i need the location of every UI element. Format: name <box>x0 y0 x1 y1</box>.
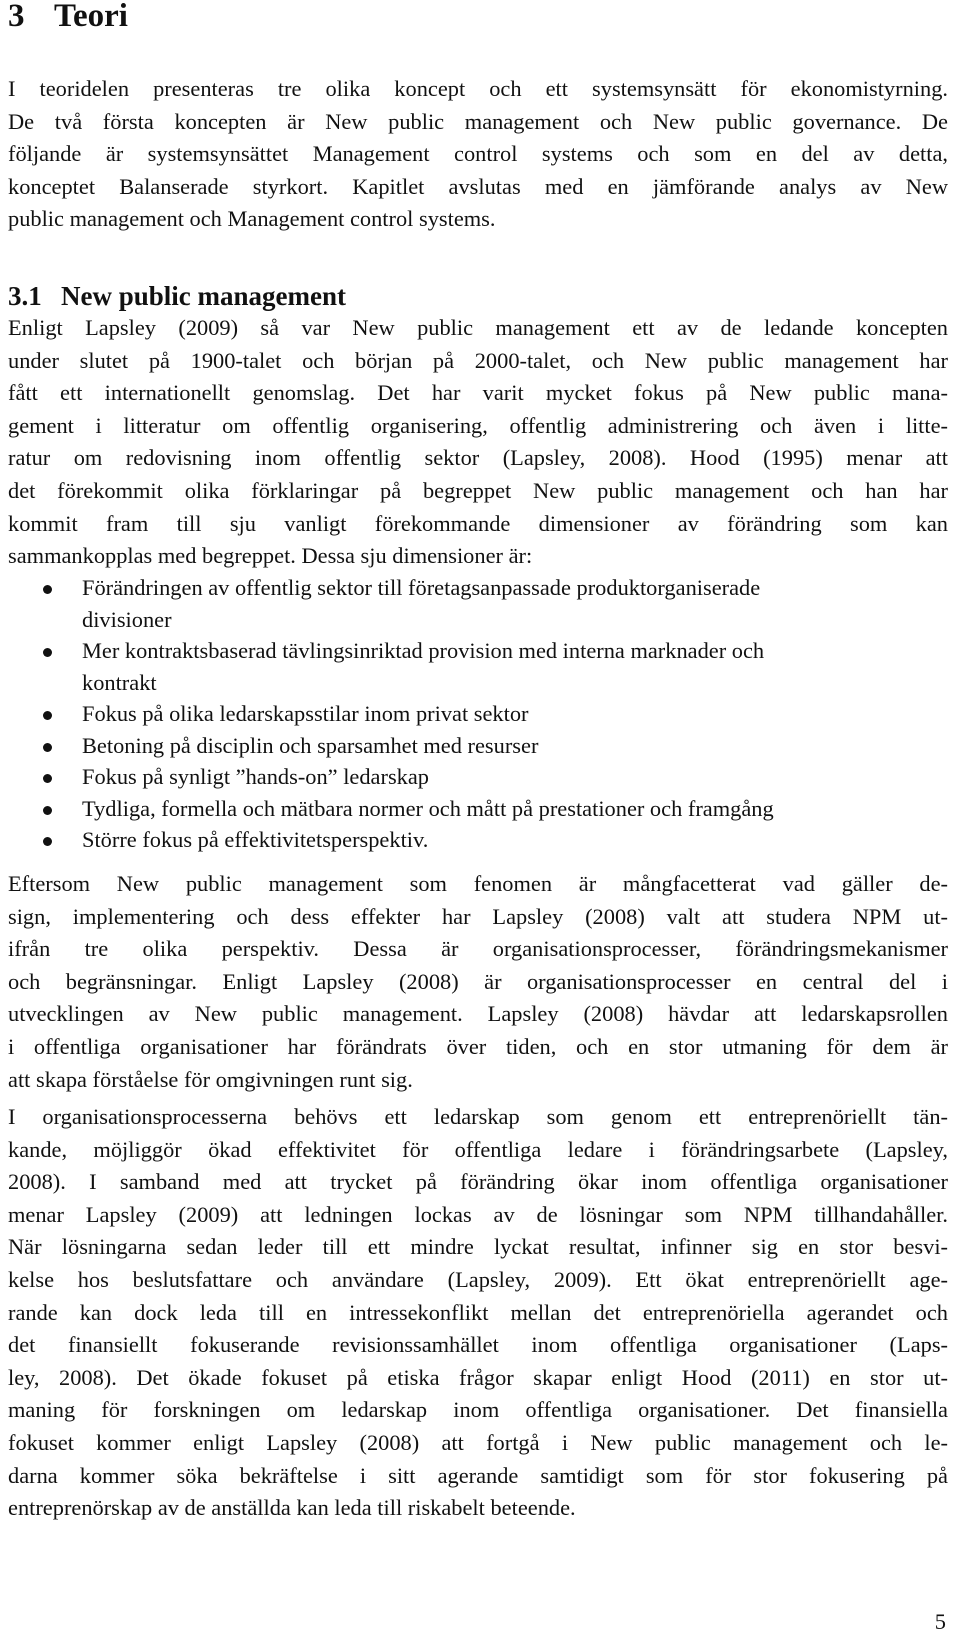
bullet-icon <box>43 585 52 594</box>
list-item-text: Förändringen av offentlig sektor till företagsanpassade produktorganiserade <box>82 575 761 600</box>
text-line: Enligt Lapsley (2009) så var New public management ett av de ledande koncepten <box>8 315 948 340</box>
body-paragraph-3 <box>8 1101 948 1525</box>
text-line: rande kan dock leda till en intressekonflikt mellan det entreprenöriella agerandet och <box>8 1299 948 1325</box>
list-item <box>0 793 960 825</box>
text-line: I organisationsprocesserna behövs ett ledarskap som genom ett entreprenöriellt tän- <box>8 1104 948 1129</box>
section-heading <box>8 279 346 313</box>
text-line: i offentliga organisationer har förändrats över tiden, och en stor utmaning för dem är <box>8 1033 948 1059</box>
chapter-number: 3 <box>8 0 25 34</box>
text-line: det finansiellt fokuserande revisionssamhället inom offentliga organisationer (Laps- <box>8 1332 948 1358</box>
text-line: kande, möjliggör ökad effektivitet för offentliga ledare i förändringsarbete (Lapsley, <box>8 1136 948 1162</box>
text-line: ley, 2008). Det ökade fokuset på etiska frågor skapar enligt Hood (2011) en stor ut- <box>8 1364 948 1390</box>
text-line: att skapa förståelse för omgivningen runt sig. <box>8 1066 413 1092</box>
text-line: konceptet Balanserade styrkort. Kapitlet avslutas med en jämförande analys av New <box>8 173 948 199</box>
bullet-icon <box>43 806 52 815</box>
chapter-title: Teori <box>54 0 128 34</box>
list-item-text: Fokus på olika ledarskapsstilar inom privat sektor <box>82 701 529 726</box>
text-line: maning för forskningen om ledarskap inom offentliga organisationer. Det finansiella <box>8 1397 948 1423</box>
section-number: 3.1 <box>8 281 42 311</box>
intro-paragraph <box>8 73 948 236</box>
text-line: darna kommer söka bekräftelse i sitt agerande samtidigt som för stor fokusering på <box>8 1462 948 1488</box>
text-line: fått ett internationellt genomslag. Det har varit mycket fokus på New public mana- <box>8 380 948 406</box>
text-line: gement i litteratur om offentlig organisering, offentlig administrering och även i litte- <box>8 412 948 438</box>
text-line: utvecklingen av New public management. Lapsley (2008) hävdar att ledarskapsrollen <box>8 1001 948 1027</box>
text-line: kommit fram till sju vanligt förekommande dimensioner av förändring som kan <box>8 510 948 536</box>
text-line: och begränsningar. Enligt Lapsley (2008) är organisationsprocesser en central del i <box>8 968 948 994</box>
bullet-icon <box>43 774 52 783</box>
bullet-icon <box>43 711 52 720</box>
text-line: sammankopplas med begreppet. Dessa sju dimensioner är: <box>8 543 533 569</box>
text-line: De två första koncepten är New public management och New public governance. De <box>8 108 948 134</box>
list-item-text: kontrakt <box>82 669 157 695</box>
text-line: sign, implementering och dess effekter har Lapsley (2008) valt att studera NPM ut- <box>8 903 948 929</box>
list-item <box>0 698 960 730</box>
text-line: ratur om redovisning inom offentlig sektor (Lapsley, 2008). Hood (1995) menar att <box>8 445 948 471</box>
text-line: menar Lapsley (2009) att ledningen lockas av de lösningar som NPM tillhandahåller. <box>8 1201 948 1227</box>
text-line: 2008). I samband med att trycket på förändring ökar inom offentliga organisationer <box>8 1169 948 1195</box>
text-line: entreprenörskap av de anställda kan leda till riskabelt beteende. <box>8 1495 576 1521</box>
list-item-text: Tydliga, formella och mätbara normer och mått på prestationer och framgång <box>82 795 774 821</box>
bullet-icon <box>43 837 52 846</box>
body-paragraph-2 <box>8 868 948 1096</box>
text-line: ifrån tre olika perspektiv. Dessa är organisationsprocesser, förändringsmekanismer <box>8 936 948 962</box>
text-line: I teoridelen presenteras tre olika koncept och ett systemsynsätt för ekonomistyrning. <box>8 76 948 101</box>
text-line: Eftersom New public management som fenomen är mångfacetterat vad gäller de- <box>8 871 948 896</box>
section-title: New public management <box>61 281 346 311</box>
list-item <box>0 572 960 635</box>
bullet-icon <box>43 648 52 657</box>
dimensions-list <box>0 572 960 856</box>
chapter-heading <box>8 0 128 36</box>
list-item-text: Mer kontraktsbaserad tävlingsinriktad provision med interna marknader och <box>82 638 765 663</box>
list-item <box>0 761 960 793</box>
body-paragraph-1 <box>8 312 948 573</box>
list-item-text: divisioner <box>82 606 172 632</box>
text-line: under slutet på 1900-talet och början på 2000-talet, och New public management har <box>8 347 948 373</box>
page-number: 5 <box>934 1609 946 1634</box>
list-item-text: Betoning på disciplin och sparsamhet med resurser <box>82 732 539 758</box>
text-line: följande är systemsynsättet Management control systems och som en del av detta, <box>8 141 948 167</box>
list-item-text: Större fokus på effektivitetsperspektiv. <box>82 827 429 852</box>
text-line: När lösningarna sedan leder till ett mindre lyckat resultat, infinner sig en stor besvi- <box>8 1234 948 1260</box>
list-item <box>0 635 960 698</box>
text-line: fokuset kommer enligt Lapsley (2008) att fortgå i New public management och le- <box>8 1429 948 1455</box>
bullet-icon <box>43 743 52 752</box>
list-item <box>0 824 960 856</box>
list-item <box>0 730 960 762</box>
list-item-text: Fokus på synligt ”hands-on” ledarskap <box>82 764 429 789</box>
text-line: det förekommit olika förklaringar på begreppet New public management och han har <box>8 477 948 503</box>
text-line: public management och Management control systems. <box>8 206 496 232</box>
text-line: kelse hos beslutsfattare och användare (Lapsley, 2009). Ett ökat entreprenöriellt age- <box>8 1266 948 1292</box>
